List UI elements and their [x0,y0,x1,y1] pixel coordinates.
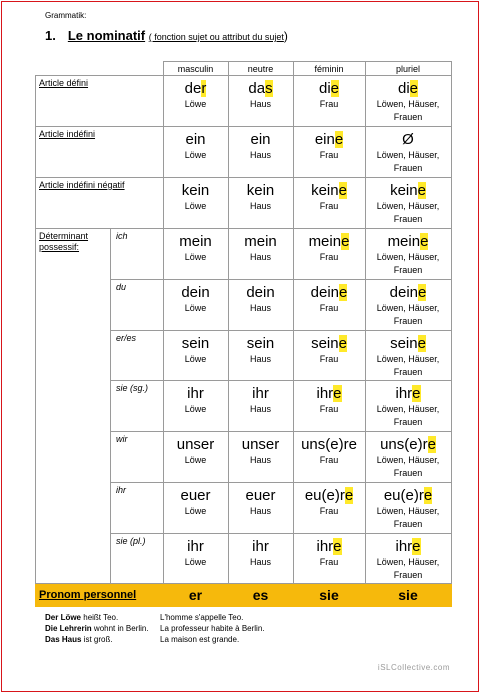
cell-masculin [163,284,228,315]
noun-example: Löwe [184,99,207,109]
noun-example: Frau [319,303,339,313]
noun-example: Frau [319,557,339,567]
noun-example: Frau [319,506,339,516]
cell-neutre [228,335,293,366]
cell-feminin [293,436,365,467]
cell-pluriel [365,436,451,480]
cell-feminin [293,487,365,518]
cell-feminin [293,131,365,162]
row-label-article-defini: Article défini [39,78,89,88]
article-form: uns(e)re [301,436,357,453]
noun-example: Löwen, Häuser, Frauen [376,557,440,580]
article-form: meine [387,233,429,250]
row-label-possessif: Déterminant possessif: [39,231,89,252]
header-label: Grammatik: [45,11,87,20]
article-form: kein [181,182,210,199]
noun-example: Löwen, Häuser, Frauen [376,99,440,122]
article-form: deine [389,284,427,301]
ending-highlight: s [265,80,273,97]
example-de-0: Der Löwe heißt Teo. [45,613,119,622]
cell-masculin [163,436,228,467]
cell-pluriel [365,284,451,328]
article-form: ihr [252,385,269,402]
cell-masculin [163,335,228,366]
cell-masculin [163,80,228,111]
ending-highlight: e [339,284,348,301]
article-form: euer [245,487,276,504]
noun-example: Löwen, Häuser, Frauen [376,506,440,529]
article-form: ihre [316,538,342,555]
ending-highlight: e [420,233,429,250]
noun-example: Löwen, Häuser, Frauen [376,201,440,224]
noun-example: Löwe [184,557,207,567]
col-header-pluriel: pluriel [395,64,420,74]
article-form: Ø [402,131,414,148]
title-number: 1. [45,28,56,43]
article-form: eu(e)re [383,487,433,504]
noun-example: Haus [249,303,271,313]
col-header-neutre: neutre [247,64,274,74]
ending-highlight: e [333,385,342,402]
cell-masculin [163,487,228,518]
title-subtitle: ( fonction sujet ou attribut du sujet [148,32,284,42]
ending-highlight: e [412,385,421,402]
article-form: euer [180,487,211,504]
cell-pluriel [365,131,451,175]
example-fr-2: La maison est grande. [160,635,240,644]
page-title [45,28,288,43]
person-ich: ich [116,231,128,241]
article-form: der [184,80,207,97]
noun-example: Haus [249,404,271,414]
noun-example: Haus [249,150,271,160]
example-fr-0: L'homme s'appelle Teo. [160,613,244,622]
cell-pluriel [365,487,451,531]
article-form: eine [314,131,344,148]
article-form: ihre [395,538,421,555]
pronoun-pluriel: sie [398,587,418,603]
noun-example: Löwen, Häuser, Frauen [376,150,440,173]
pronoun-neutre: es [252,587,269,603]
article-form: die [397,80,419,97]
col-header-masculin: masculin [177,64,214,74]
noun-example: Löwe [184,354,207,364]
article-form: kein [246,182,275,199]
article-form: unser [176,436,215,453]
noun-example: Haus [249,455,271,465]
article-form: ihr [187,385,204,402]
ending-highlight: e [333,538,342,555]
noun-example: Frau [319,150,339,160]
cell-feminin [293,182,365,213]
article-form: die [318,80,340,97]
cell-pluriel [365,182,451,226]
cell-feminin [293,284,365,315]
title-main: Le nominatif [67,28,146,43]
person-wir: wir [116,434,128,444]
article-form: mein [244,233,277,250]
ending-highlight: e [417,182,426,199]
article-form: das [248,80,273,97]
article-form: ihr [187,538,204,555]
ending-highlight: e [409,80,419,97]
article-form: ihr [252,538,269,555]
cell-neutre [228,80,293,111]
person-du: du [116,282,127,292]
cell-pluriel [365,233,451,277]
ending-highlight: e [427,436,436,453]
noun-example: Frau [319,455,339,465]
ending-highlight: e [338,335,347,352]
noun-example: Frau [319,99,339,109]
article-form: meine [308,233,350,250]
article-form: ihre [316,385,342,402]
noun-example: Löwe [184,303,207,313]
row-label-article-negatif: Article indéfini négatif [39,180,125,190]
noun-example: Haus [249,201,271,211]
cell-neutre [228,436,293,467]
noun-example: Löwen, Häuser, Frauen [376,404,440,427]
article-form: ein [185,131,206,148]
cell-neutre [228,284,293,315]
noun-example: Haus [249,506,271,516]
noun-example: Löwen, Häuser, Frauen [376,303,440,326]
ending-highlight: e [341,233,350,250]
article-form: eu(e)re [304,487,354,504]
ending-highlight: r [201,80,207,97]
cell-neutre [228,233,293,264]
cell-masculin [163,538,228,569]
noun-example: Haus [249,354,271,364]
noun-example: Frau [319,354,339,364]
watermark: iSLCollective.com [377,663,450,672]
noun-example: Haus [249,252,271,262]
col-header-feminin: féminin [314,64,344,74]
example-de-2: Das Haus ist groß. [45,635,113,644]
article-form: keine [311,182,347,199]
ending-highlight: e [338,182,347,199]
example-de-1: Die Lehrerin wohnt in Berlin. [45,624,149,633]
noun-example: Haus [249,557,271,567]
cell-neutre [228,487,293,518]
noun-example: Löwe [184,404,207,414]
article-form: deine [310,284,348,301]
title-close: ) [283,29,288,43]
ending-highlight: e [344,487,354,504]
cell-pluriel [365,80,451,124]
pronoun-masculin: er [188,587,203,603]
noun-example: Löwe [184,506,207,516]
article-form: ein [250,131,271,148]
cell-feminin [293,80,365,111]
cell-masculin [163,131,228,162]
cell-masculin [163,385,228,416]
noun-example: Löwe [184,455,207,465]
person-sie-pl: sie (pl.) [116,536,146,546]
ending-highlight: e [418,284,427,301]
noun-example: Löwe [184,252,207,262]
person-sie-sg: sie (sg.) [116,383,149,393]
cell-neutre [228,385,293,416]
person-ihr: ihr [116,485,127,495]
article-form: mein [179,233,212,250]
cell-neutre [228,131,293,162]
cell-feminin [293,385,365,416]
person-er-es: er/es [116,333,137,343]
cell-feminin [293,233,365,264]
cell-pluriel [365,335,451,379]
article-form: unser [241,436,280,453]
ending-highlight: e [330,80,340,97]
example-fr-1: La professeur habite à Berlin. [160,624,265,633]
row-label-article-indefini: Article indéfini [39,129,96,139]
cell-pluriel [365,538,451,582]
cell-pluriel [365,385,451,429]
noun-example: Löwen, Häuser, Frauen [376,354,440,377]
pronoun-label: Pronom personnel [39,589,137,601]
noun-example: Löwe [184,150,207,160]
ending-highlight: e [334,131,344,148]
article-form: sein [181,335,210,352]
pronoun-feminin: sie [319,587,339,603]
cell-masculin [163,182,228,213]
noun-example: Haus [249,99,271,109]
ending-highlight: e [423,487,433,504]
noun-example: Frau [319,252,339,262]
cell-feminin [293,538,365,569]
noun-example: Frau [319,201,339,211]
ending-highlight: e [417,335,426,352]
article-form: ihre [395,385,421,402]
cell-neutre [228,182,293,213]
article-form: dein [246,284,275,301]
ending-highlight: e [412,538,421,555]
noun-example: Frau [319,404,339,414]
noun-example: Löwen, Häuser, Frauen [376,455,440,478]
article-form: seine [311,335,347,352]
cell-masculin [163,233,228,264]
article-form: keine [390,182,426,199]
article-form: uns(e)re [380,436,436,453]
noun-example: Löwe [184,201,207,211]
article-form: sein [246,335,275,352]
cell-neutre [228,538,293,569]
article-form: dein [181,284,210,301]
article-form: seine [390,335,426,352]
noun-example: Löwen, Häuser, Frauen [376,252,440,275]
cell-feminin [293,335,365,366]
